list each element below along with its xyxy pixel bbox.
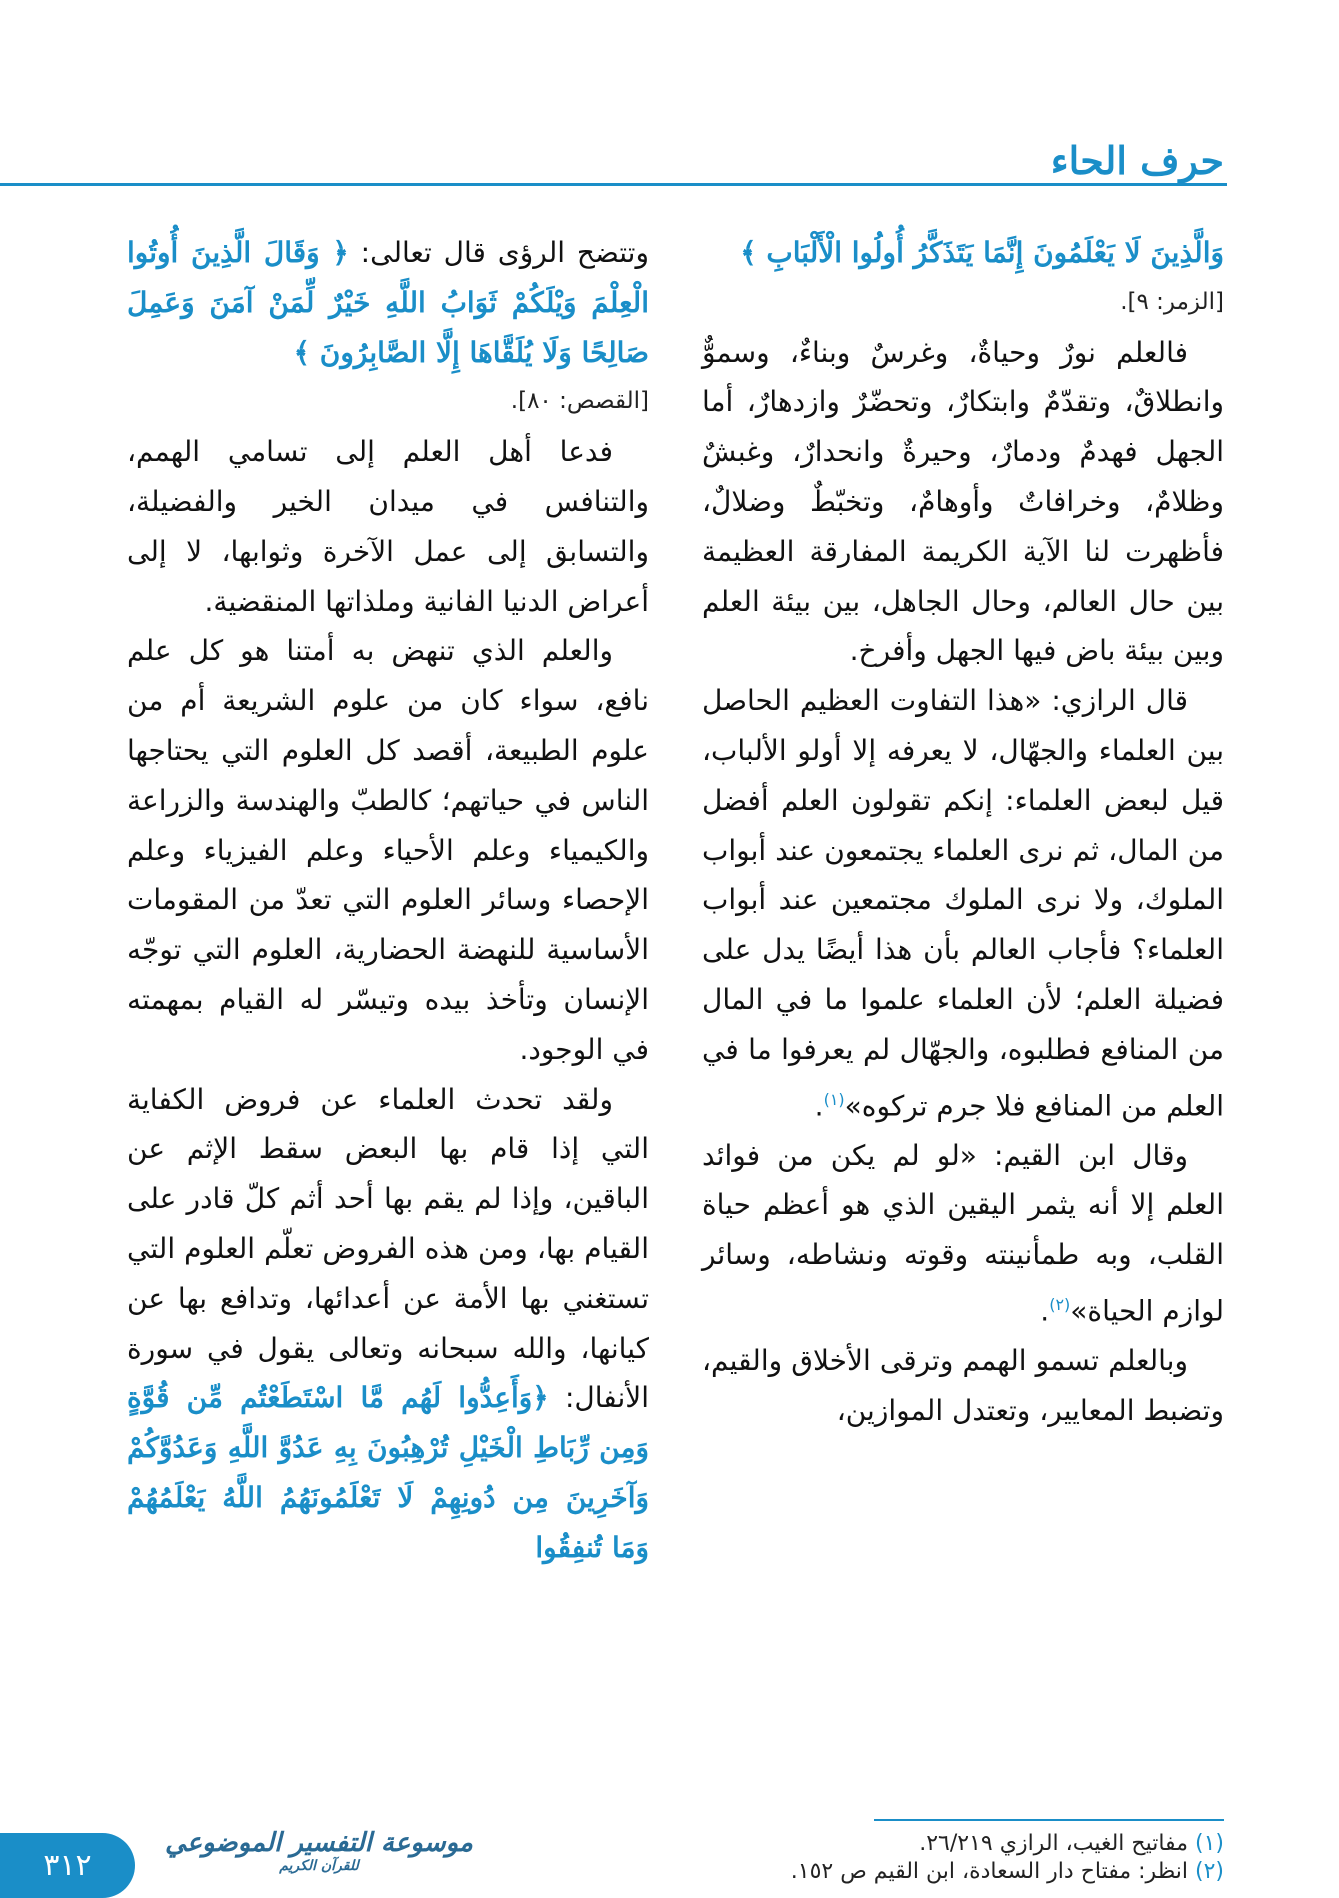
footnote-number: (٢)	[1194, 1859, 1224, 1884]
series-title: موسوعة التفسير الموضوعي	[165, 1828, 473, 1858]
paragraph-text: ولقد تحدث العلماء عن فروض الكفاية التي إذا قام بها البعض سقط الإثم عن الباقين، وإذا لم يقم بها أحد أثم كلّ قادر على القيام بها، ومن هذه الفروض تعلّم العلوم التي تستغني بها الأمة عن أعدائها، وتدافع بها عن كيانها، والله سبحانه وتعالى يقول في سورة الأنفال:	[127, 1082, 649, 1415]
series-logo	[165, 1828, 473, 1874]
paragraph	[127, 1075, 649, 1573]
paragraph-text: قال الرازي: «هذا التفاوت العظيم الحاصل بين العلماء والجهّال، لا يعرفه إلا أولو الألباب، قيل لبعض العلماء: إنكم تقولون العلم أفضل من المال، ثم نرى العلماء يجتمعون عند أبواب الملوك، ولا نرى الملوك مجتمعين عند أبواب العلماء؟ فأجاب العالم بأن هذا أيضًا يدل على فضيلة العلم؛ لأن العلماء علموا ما في المال من المنافع فطلبوه، والجهّال لم يعرفوا ما في العلم من المنافع فلا جرم تركوه»	[702, 684, 1224, 1122]
quran-quote-top: وَالَّذِينَ لَا يَعْلَمُونَ إِنَّمَا يَتَذَكَّرُ أُولُوا الْأَلْبَابِ ﴾	[740, 236, 1224, 269]
series-subtitle: للقرآن الكريم	[279, 1858, 359, 1874]
right-column	[702, 228, 1224, 1436]
footnote-number: (١)	[1194, 1831, 1224, 1856]
quote-qasas-citation: [القصص: ٨٠].	[510, 388, 649, 415]
paragraph: والعلم الذي تنهض به أمتنا هو كل علم نافع، سواء كان من علوم الشريعة أم من علوم الطبيعة، أقصد كل العلوم التي يحتاجها الناس في حياتهم؛ كالطبّ والهندسة والزراعة والكيمياء وعلم الأحياء وعلم الفيزياء وعلم الإحصاء وسائر العلوم التي تعدّ من المقومات الأساسية للنهضة الحضارية، العلوم التي توجّه الإنسان وتأخذ بيده وتيسّر له القيام بمهمته في الوجود.	[127, 634, 649, 1066]
footnote-ref[interactable]: (١)	[823, 1089, 845, 1109]
page-header-title: حرف الحاء	[1050, 138, 1224, 183]
page-number-badge: ٣١٢	[0, 1833, 135, 1898]
intro-text: وتتضح الرؤى قال تعالى:	[360, 236, 649, 269]
footnote-ref[interactable]: (٢)	[1049, 1295, 1071, 1315]
footnote-divider	[874, 1819, 1224, 1821]
paragraph: وبالعلم تسمو الهمم وترقى الأخلاق والقيم، وتضبط المعايير، وتعتدل الموازين،	[702, 1344, 1224, 1427]
footnote-text: انظر: مفتاح دار السعادة، ابن القيم ص ١٥٢.	[790, 1859, 1188, 1884]
footnote-text: مفاتيح الغيب، الرازي ٢٦/٢١٩.	[919, 1831, 1188, 1856]
quran-quote-qasas: ﴿ وَقَالَ الَّذِينَ أُوتُوا الْعِلْمَ وَيْلَكُمْ ثَوَابُ اللَّهِ خَيْرٌ لِّمَنْ آمَنَ وَعَمِلَ صَالِحًا وَلَا يُلَقَّاهَا إِلَّا الصَّابِرُونَ ﴾	[127, 236, 649, 369]
quran-quote-anfal: ﴿وَأَعِدُّوا لَهُم مَّا اسْتَطَعْتُم مِّن قُوَّةٍ وَمِن رِّبَاطِ الْخَيْلِ تُرْهِبُونَ بِهِ عَدُوَّ اللَّهِ وَعَدُوَّكُمْ وَآخَرِينَ مِن دُونِهِمْ لَا تَعْلَمُونَهُمُ اللَّهُ يَعْلَمُهُمْ وَمَا تُنفِقُوا	[127, 1381, 649, 1564]
header-rule	[0, 183, 1227, 186]
paragraph: فدعا أهل العلم إلى تسامي الهمم، والتنافس في ميدان الخير والفضيلة، والتسابق إلى عمل الآخرة وثوابها، لا إلى أعراض الدنيا الفانية وملذاتها المنقضية.	[127, 435, 649, 618]
paragraph-ibn-qayyim: وقال ابن القيم: «لو لم يكن من فوائد العلم إلا أنه يثمر اليقين الذي هو أعظم حياة القلب، وبه طمأنينته وقوته ونشاطه، وسائر لوازم الحياة»$^{(٢)}$.	[702, 1138, 1224, 1328]
paragraph-razi: قال الرازي: «هذا التفاوت العظيم الحاصل بين العلماء والجهّال، لا يعرفه إلا أولو الألباب، قيل لبعض العلماء: إنكم تقولون العلم أفضل من المال، ثم نرى العلماء يجتمعون عند أبواب الملوك، ولا نرى الملوك مجتمعين عند أبواب العلماء؟ فأجاب العالم بأن هذا أيضًا يدل على فضيلة العلم؛ لأن العلماء علموا ما في المال من المنافع فطلبوه، والجهّال لم يعرفوا ما في العلم من المنافع فلا جرم تركوه»$^{(١)}$.	[702, 684, 1224, 1122]
quote-top-citation: [الزمر: ٩].	[1120, 288, 1224, 315]
left-column	[127, 228, 649, 1573]
paragraph: فالعلم نورٌ وحياةٌ، وغرسٌ وبناءٌ، وسموٌّ وانطلاقٌ، وتقدّمٌ وابتكارٌ، وتحضّرٌ وازدهارٌ، أما الجهل فهدمٌ ودمارٌ، وحيرةٌ وانحدارٌ، وغبشٌ وظلامٌ، وخرافاتٌ وأوهامٌ، وتخبّطٌ وضلالٌ، فأظهرت لنا الآية الكريمة المفارقة العظيمة بين حال العالم، وحال الجاهل، بين بيئة العلم وبين بيئة باض فيها الجهل وأفرخ.	[702, 335, 1224, 668]
paragraph-text: وقال ابن القيم: «لو لم يكن من فوائد العلم إلا أنه يثمر اليقين الذي هو أعظم حياة القلب، وبه طمأنينته وقوته ونشاطه، وسائر لوازم الحياة»	[702, 1138, 1224, 1328]
